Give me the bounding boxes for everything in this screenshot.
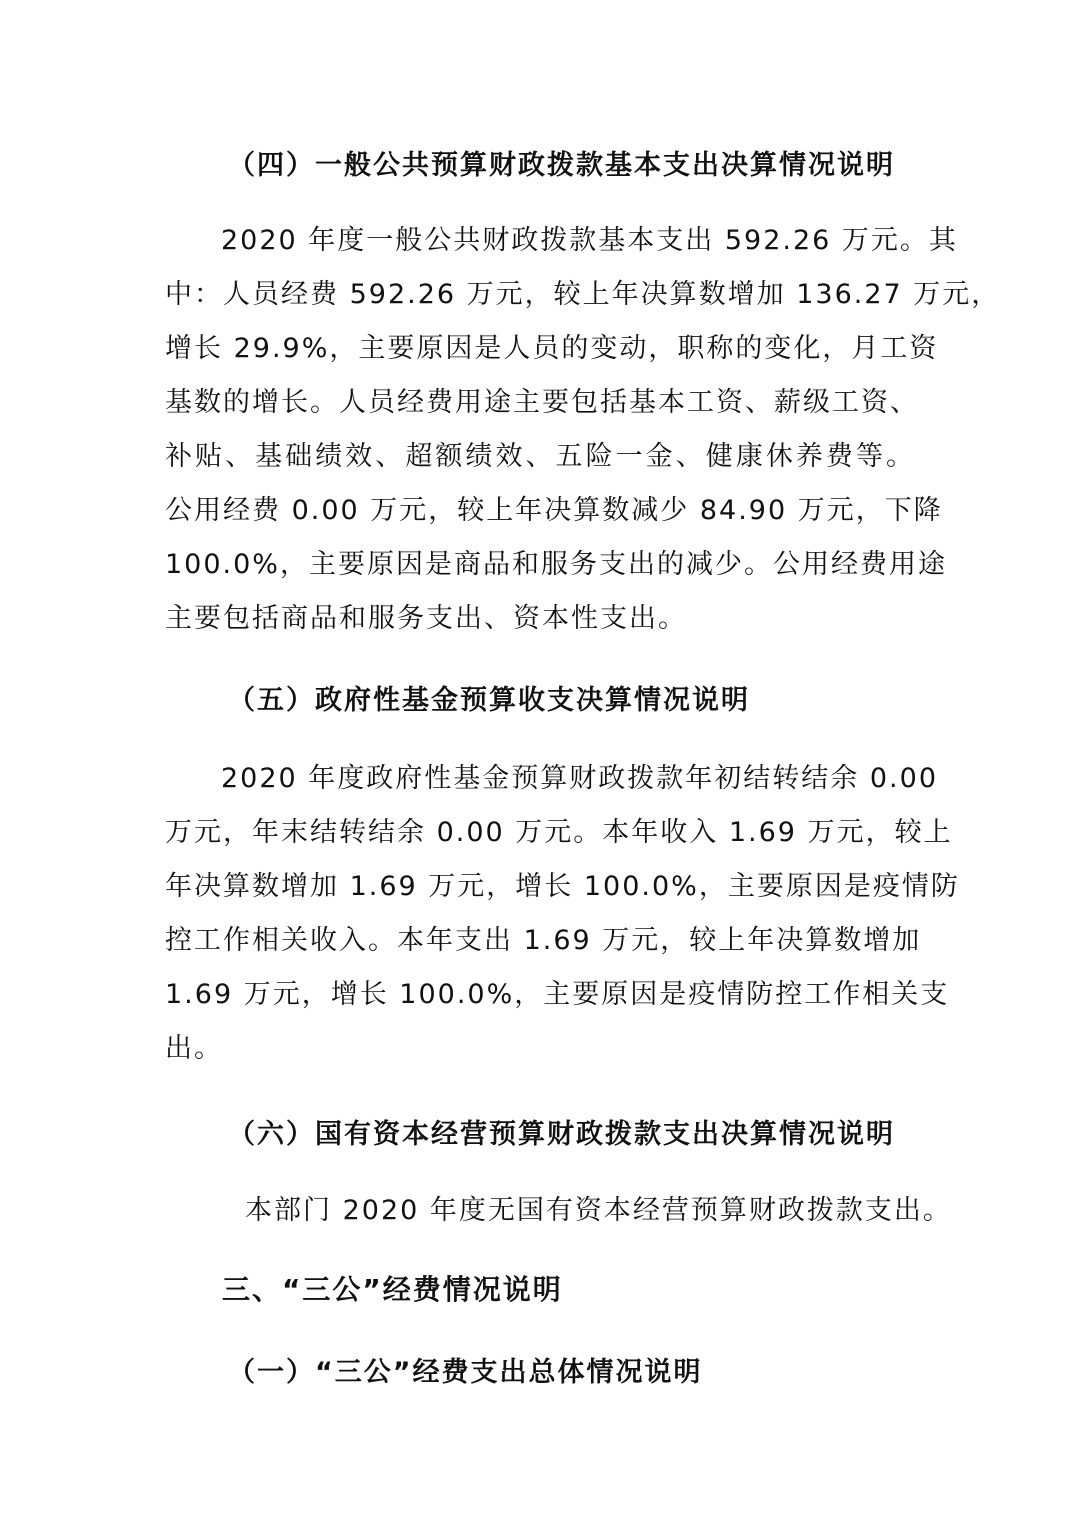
paragraph-line: 2020 年度一般公共财政拨款基本支出 592.26 万元。其 (221, 225, 958, 256)
paragraph-line: 本部门 2020 年度无国有资本经营预算财政拨款支出。 (245, 1195, 952, 1226)
section-4-heading: （四）一般公共预算财政拨款基本支出决算情况说明 (228, 150, 895, 181)
section-6-paragraph (245, 1184, 952, 1238)
paragraph-line: 1.69 万元，增长 100.0%，主要原因是疫情防控工作相关支 (165, 979, 950, 1010)
paragraph-line: 100.0%，主要原因是商品和服务支出的减少。公用经费用途 (165, 549, 947, 580)
paragraph-line: 补贴、基础绩效、超额绩效、五险一金、健康休养费等。 (165, 441, 915, 472)
section-5-heading: （五）政府性基金预算收支决算情况说明 (228, 685, 750, 716)
paragraph-line: 2020 年度政府性基金预算财政拨款年初结转结余 0.00 (221, 763, 938, 794)
paragraph-line: 主要包括商品和服务支出、资本性支出。 (165, 603, 687, 634)
section-5-paragraph (165, 752, 960, 1076)
paragraph-line: 增长 29.9%，主要原因是人员的变动，职称的变化，月工资 (165, 333, 939, 364)
paragraph-line: 出。 (165, 1033, 223, 1064)
paragraph-line: 中：人员经费 592.26 万元，较上年决算数增加 136.27 万元， (165, 279, 1001, 310)
part-3-heading: 三、“三公”经费情况说明 (222, 1273, 563, 1306)
paragraph-line: 基数的增长。人员经费用途主要包括基本工资、薪级工资、 (165, 387, 919, 418)
section-4-paragraph (165, 214, 1001, 646)
paragraph-line: 万元，年末结转结余 0.00 万元。本年收入 1.69 万元，较上 (165, 817, 953, 848)
paragraph-line: 公用经费 0.00 万元，较上年决算数减少 84.90 万元，下降 (165, 495, 943, 526)
paragraph-line: 年决算数增加 1.69 万元，增长 100.0%，主要原因是疫情防 (165, 871, 960, 902)
section-6-heading: （六）国有资本经营预算财政拨款支出决算情况说明 (228, 1119, 895, 1150)
part-3-sub-1-heading: （一）“三公”经费支出总体情况说明 (228, 1357, 703, 1388)
paragraph-line: 控工作相关收入。本年支出 1.69 万元，较上年决算数增加 (165, 925, 922, 956)
